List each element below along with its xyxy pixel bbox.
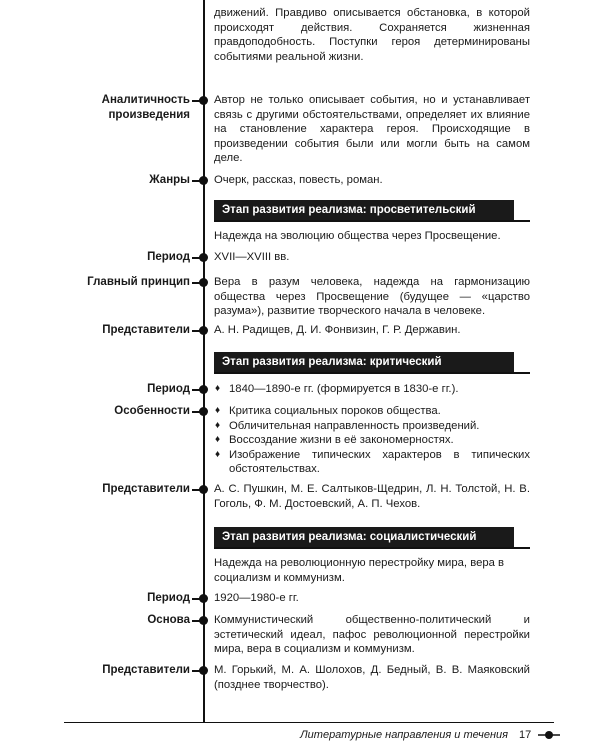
genres-text: Очерк, рассказ, повесть, роман.	[214, 174, 383, 186]
label-genres: Жанры	[149, 174, 190, 186]
timeline-dot	[199, 278, 208, 287]
analytic-text: Автор не только описывает события, но и устанавливает связь с другими обстоятельствами, определяет их влияние на становление характера героя. Происходящие в произведении события были или могли быть на самом деле.	[214, 94, 530, 164]
label-representatives: Представители	[102, 324, 190, 336]
label-analytic: Аналитичность произведения	[101, 94, 190, 121]
enlight-lead: Надежда на эволюцию общества через Просвещение.	[214, 230, 501, 242]
timeline-dot	[199, 96, 208, 105]
enlight-period: XVII—XVIII вв.	[214, 251, 290, 263]
banner-underline	[214, 220, 530, 222]
label-basis: Основа	[147, 614, 190, 626]
socialist-lead: Надежда на революционную перестройку мира, вера в социализм и коммунизм.	[214, 557, 505, 584]
timeline-dot	[199, 616, 208, 625]
timeline-dot	[199, 253, 208, 262]
diamond-bullet-icon: ♦	[215, 383, 221, 394]
timeline-dot	[199, 594, 208, 603]
stage-banner-socialist: Этап развития реализма: социалистический	[214, 527, 514, 547]
footer-rule	[64, 722, 554, 723]
diamond-bullet-icon: ♦	[215, 419, 221, 431]
diamond-bullet-icon: ♦	[215, 434, 221, 445]
socialist-basis: Коммунистический общественно-политический и эстетический идеал, пафос революционной перестройки мира, вера в социализм и коммунизм.	[214, 614, 530, 655]
list-item: ♦ Воссоздание жизни в её закономерностях.	[215, 434, 454, 446]
label-representatives: Представители	[102, 483, 190, 495]
list-item: ♦ Обличительная направленность произведений.	[215, 419, 480, 432]
list-item: ♦ Изображение типических характеров в типических обстоятельствах.	[215, 448, 530, 475]
enlight-principle: Вера в разум человека, надежда на гармонизацию общества через Просвещение (будущее — «царство разума»), развитие творческого начала в человеке.	[214, 276, 530, 317]
banner-underline	[214, 372, 530, 374]
page-marker-icon	[538, 729, 560, 741]
label-representatives: Представители	[102, 664, 190, 676]
list-item: ♦ Критика социальных пороков общества.	[215, 405, 441, 417]
timeline-dot	[199, 176, 208, 185]
timeline-dot	[199, 326, 208, 335]
critical-period-row	[214, 382, 530, 397]
label-features: Особенности	[114, 405, 190, 417]
stage-banner-critical: Этап развития реализма: критический	[214, 352, 514, 372]
socialist-period: 1920—1980-е гг.	[214, 592, 299, 604]
banner-underline	[214, 547, 530, 549]
timeline-dot	[199, 385, 208, 394]
intro-text: движений. Правдиво описывается обстановка, в которой происходят действия. Сохраняется жизненная правдоподобность. Поступки героя детерминированы событиями реальной жизни.	[214, 7, 530, 63]
diamond-bullet-icon: ♦	[215, 405, 221, 416]
running-footer-title: Литературные направления и течения	[300, 729, 508, 741]
page-number: 17	[519, 729, 532, 741]
socialist-representatives: М. Горький, М. А. Шолохов, Д. Бедный, В. В. Маяковский (позднее творчество).	[214, 664, 530, 691]
diamond-bullet-icon: ♦	[215, 448, 221, 460]
enlight-representatives: А. Н. Радищев, Д. И. Фонвизин, Г. Р. Державин.	[214, 324, 461, 336]
label-period: Период	[147, 592, 190, 604]
timeline-axis	[203, 0, 205, 722]
list-item	[214, 382, 530, 397]
stage-banner-enlightenment: Этап развития реализма: просветительский	[214, 200, 514, 220]
critical-representatives: А. С. Пушкин, М. Е. Салтыков-Щедрин, Л. Н. Толстой, Н. В. Гоголь, Ф. М. Достоевский, А. П. Чехов.	[214, 483, 530, 510]
timeline-dot	[199, 485, 208, 494]
timeline-dot	[199, 407, 208, 416]
critical-features	[214, 404, 530, 477]
critical-period: 1840—1890-е гг. (формируется в 1830-е гг.).	[229, 383, 459, 395]
timeline-dot	[199, 666, 208, 675]
label-principle: Главный принцип	[87, 276, 190, 288]
label-period: Период	[147, 251, 190, 263]
label-period: Период	[147, 383, 190, 395]
